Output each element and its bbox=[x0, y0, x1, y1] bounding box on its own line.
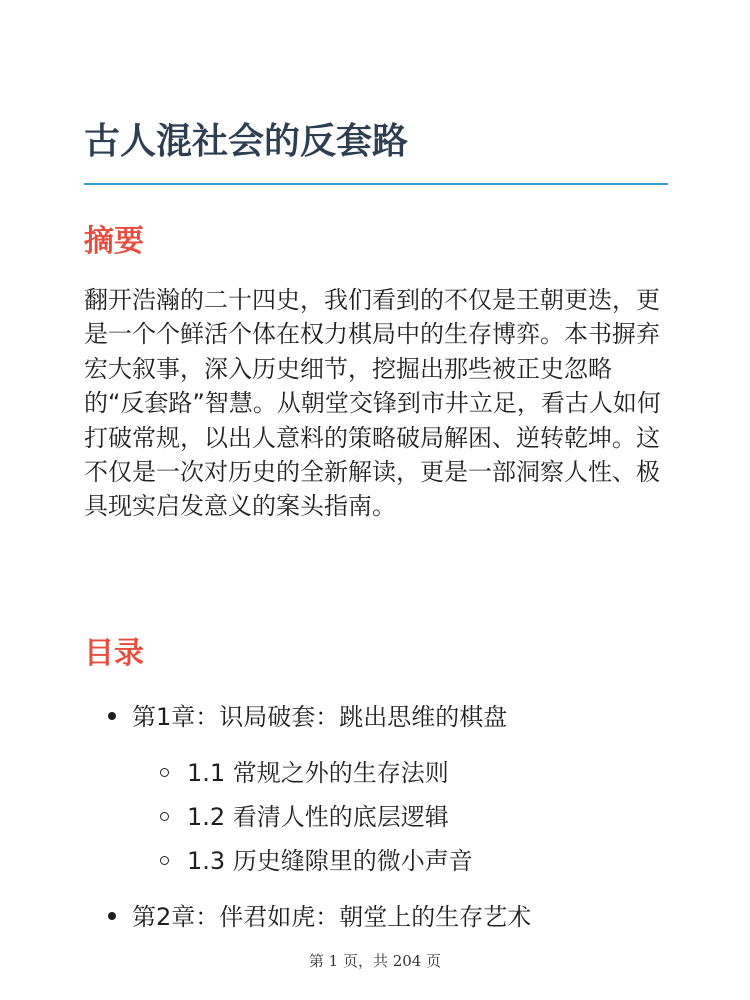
abstract-text: 翻开浩瀚的二十四史，我们看到的不仅是王朝更迭，更是一个个鲜活个体在权力棋局中的生存博弈。本书摒弃宏大叙事，深入历史细节，挖掘出那些被正史忽略的“反套路”智慧。从朝堂交锋到市井立足，看古人如何打破常规，以出人意料的策略破局解困、逆转乾坤。这不仅是一次对历史的全新解读，更是一部洞察人性、极具现实启发意义的案头指南。 bbox=[84, 286, 661, 521]
bullet-circle-icon bbox=[160, 856, 169, 865]
toc-section-1-2[interactable] bbox=[160, 800, 449, 834]
bullet-disc-icon bbox=[108, 912, 116, 920]
toc-section-1-1[interactable] bbox=[160, 756, 449, 790]
toc-chapter-label: 第2章：伴君如虎：朝堂上的生存艺术 bbox=[132, 903, 532, 931]
toc-section-label: 1.3 历史缝隙里的微小声音 bbox=[187, 847, 473, 875]
toc-section-label: 1.2 看清人性的底层逻辑 bbox=[187, 803, 449, 831]
toc-heading: 目录 bbox=[84, 636, 144, 671]
title-divider bbox=[84, 183, 668, 185]
page-number-footer: 第 1 页，共 204 页 bbox=[308, 952, 442, 970]
bullet-circle-icon bbox=[160, 768, 169, 777]
toc-chapter-label: 第1章：识局破套：跳出思维的棋盘 bbox=[132, 703, 508, 731]
toc-section-1-3[interactable] bbox=[160, 844, 473, 878]
bullet-circle-icon bbox=[160, 812, 169, 821]
toc-section-label: 1.1 常规之外的生存法则 bbox=[187, 759, 449, 787]
document-title: 古人混社会的反套路 bbox=[84, 121, 409, 162]
bullet-disc-icon bbox=[108, 712, 116, 720]
toc-chapter-2[interactable] bbox=[108, 900, 531, 934]
abstract-heading: 摘要 bbox=[84, 224, 144, 259]
toc-chapter-1[interactable] bbox=[108, 700, 507, 734]
